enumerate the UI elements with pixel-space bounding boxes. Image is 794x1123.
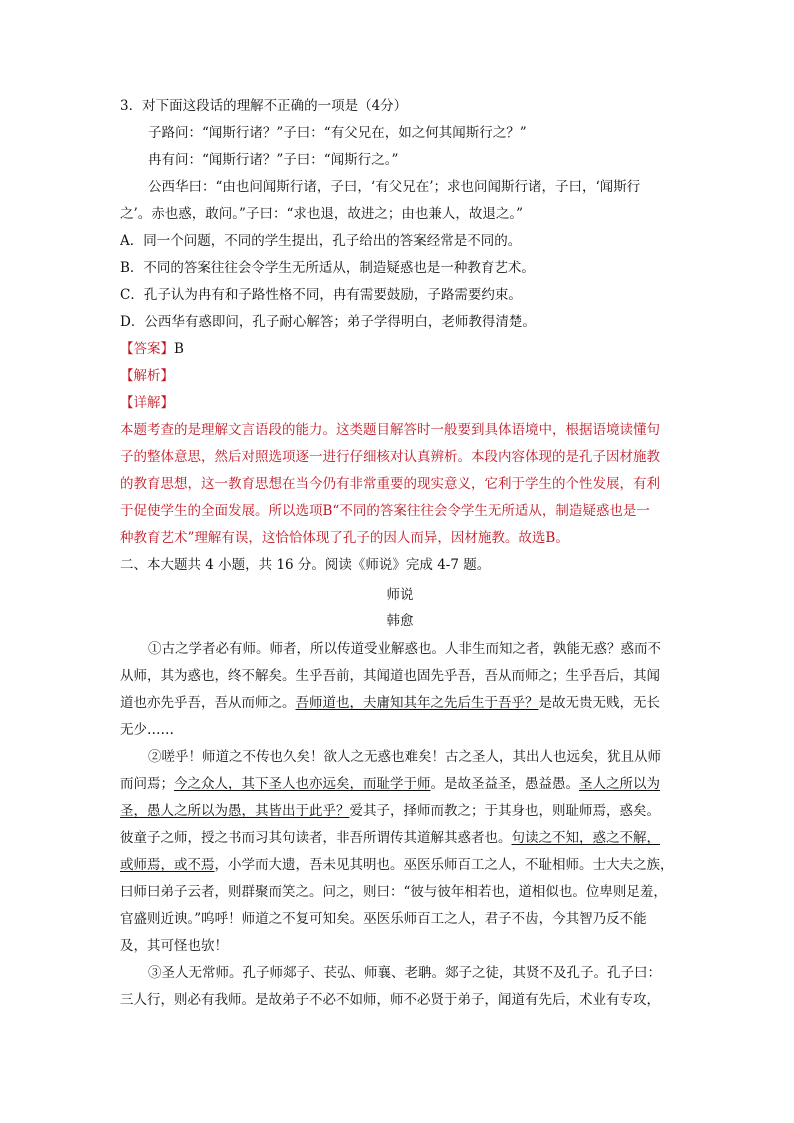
underlined-sentence: 吾师道也，夫庸知其年之先后生于吾乎？ xyxy=(295,695,539,711)
para2-text: ，小学而大遗，吾未见其明也。巫医乐师百工之人，不耻相师。士大夫之族， xyxy=(214,857,674,873)
option-a: A．同一个问题，不同的学生提出，孔子给出的答案经常是不同的。 xyxy=(120,233,522,249)
para2-text: 爱其子，择师而教之；于其身也，则耻师焉，惑矣。 xyxy=(349,803,660,819)
para3-line: 三人行，则必有我师。是故弟子不必不如师，师不必贤于弟子，闻道有先后，术业有专攻， xyxy=(120,992,660,1008)
para2-line: 及，其可怪也欤！ xyxy=(120,938,228,954)
para2-line xyxy=(120,856,680,874)
para2-text: 。是故圣益圣，愚益愚。 xyxy=(430,776,579,792)
underlined-sentence: 句读之不知，惑之不解， xyxy=(511,830,660,846)
underlined-sentence: 圣，愚人之所以为愚，其皆出于此乎？ xyxy=(120,803,350,819)
explanation-line: 种教育艺术”理解有误，这恰恰体现了孔子的因人而异，因材施教。故选B。 xyxy=(120,530,569,546)
para2-line xyxy=(120,802,680,820)
para2-text: 而问焉； xyxy=(120,776,174,792)
para2-line xyxy=(120,829,680,847)
para2-line: ②嗟乎！师道之不传也久矣！欲人之无惑也难矣！古之圣人，其出人也远矣，犹且从师 xyxy=(148,749,661,765)
explanation-line: 子的整体意思，然后对照选项逐一进行仔细核对认真辨析。本段内容体现的是孔子因材施教 xyxy=(120,449,660,465)
para1-line: 无少…… xyxy=(120,722,174,738)
option-b: B．不同的答案往往会令学生无所适从，制造疑惑也是一种教育艺术。 xyxy=(120,260,535,276)
analysis-tag: 【解析】 xyxy=(120,368,174,384)
underlined-sentence: 或师焉，或不焉 xyxy=(120,857,215,873)
para1-text: 道也亦先乎吾，吾从而师之。 xyxy=(120,695,296,711)
passage-line: 冉有问：“闻斯行诸？”子曰：“闻斯行之。” xyxy=(148,152,399,168)
passage-line: 之’。赤也惑，敢问。”子曰：“求也退，故进之；由也兼人，故退之。” xyxy=(120,206,523,222)
para3-line: ③圣人无常师。孔子师郯子、苌弘、师襄、老聃。郯子之徒，其贤不及孔子。孔子曰： xyxy=(148,965,661,981)
answer-tag: 【答案】 xyxy=(120,341,174,357)
essay-author: 韩愈 xyxy=(386,613,414,629)
para1-line: ①古之学者必有师。师者，所以传道受业解惑也。人非生而知之者，孰能无惑？惑而不 xyxy=(148,641,661,657)
answer-value: B xyxy=(174,341,184,357)
detail-tag: 【详解】 xyxy=(120,395,174,411)
underlined-sentence: 圣人之所以为 xyxy=(579,776,660,792)
passage-line: 公西华曰：“由也问闻斯行诸，子曰，‘有父兄在’；求也问闻斯行诸，子曰，‘闻斯行 xyxy=(148,179,641,195)
para2-line xyxy=(120,775,680,793)
para1-line xyxy=(120,694,680,712)
question-stem: 3．对下面这段话的理解不正确的一项是（4分） xyxy=(120,98,408,114)
para2-line: 官盛则近谀。”呜呼！师道之不复可知矣。巫医乐师百工之人，君子不齿，今其智乃反不能 xyxy=(120,911,647,927)
explanation-line: 本题考查的是理解文言语段的能力。这类题目解答时一般要到具体语境中，根据语境读懂句 xyxy=(120,422,660,438)
para2-line: 曰师曰弟子云者，则群聚而笑之。问之，则曰：“彼与彼年相若也，道相似也。位卑则足羞， xyxy=(120,884,667,900)
para2-text: 彼童子之师，授之书而习其句读者，非吾所谓传其道解其惑者也。 xyxy=(120,830,512,846)
essay-title: 师说 xyxy=(386,587,414,603)
option-c: C．孔子认为冉有和子路性格不同，冉有需要鼓励，子路需要约束。 xyxy=(120,287,522,303)
section-heading: 二、本大题共 4 小题，共 16 分。阅读《师说》完成 4-7 题。 xyxy=(120,557,491,573)
explanation-line: 的教育思想，这一教育思想在当今仍有非常重要的现实意义，它利于学生的个性发展，有利 xyxy=(120,476,660,492)
answer-line xyxy=(120,340,680,358)
passage-line: 子路问：“闻斯行诸？”子曰：“有父兄在，如之何其闻斯行之？” xyxy=(148,125,527,141)
option-d: D．公西华有惑即问，孔子耐心解答；弟子学得明白，老师教得清楚。 xyxy=(120,314,536,330)
para1-line: 从师，其为惑也，终不解矣。生乎吾前，其闻道也固先乎吾，吾从而师之；生乎吾后，其闻 xyxy=(120,668,660,684)
underlined-sentence: 今之众人，其下圣人也亦远矣，而耻学于师 xyxy=(174,776,431,792)
explanation-line: 于促使学生的全面发展。所以选项B“不同的答案往往会令学生无所适从，制造疑惑也是一 xyxy=(120,503,650,519)
para1-text: 是故无贵无贱，无长 xyxy=(538,695,660,711)
